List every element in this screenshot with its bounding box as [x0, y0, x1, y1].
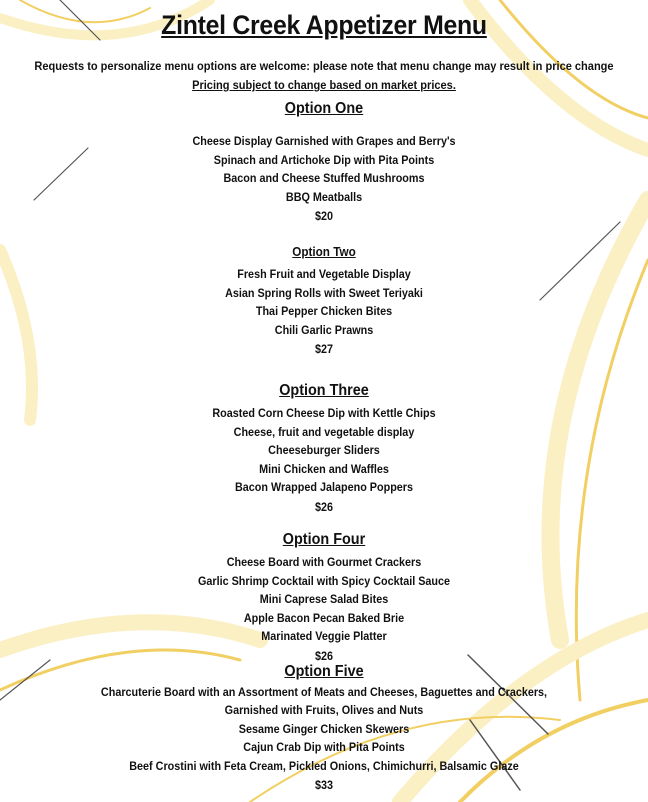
menu-item: Thai Pepper Chicken Bites	[255, 304, 393, 319]
menu-item: Sesame Ginger Chicken Skewers	[238, 721, 410, 736]
menu-item: Garlic Shrimp Cocktail with Spicy Cocktail Sauce	[197, 573, 451, 588]
menu-item: Mini Chicken and Waffles	[259, 461, 389, 476]
option-one-section	[0, 100, 648, 226]
option-heading: Option One	[284, 100, 364, 117]
option-price: $33	[314, 778, 334, 793]
menu-item: Garnished with Fruits, Olives and Nuts	[224, 703, 424, 718]
menu-item: Cheeseburger Sliders	[268, 443, 380, 458]
menu-item: Bacon Wrapped Jalapeno Poppers	[234, 480, 414, 495]
menu-item: Cajun Crab Dip with Pita Points	[243, 740, 405, 755]
option-two-section	[0, 244, 648, 359]
pricing-note: Pricing subject to change based on market prices.	[192, 78, 456, 92]
menu-item: Charcuterie Board with an Assortment of Meats and Cheeses, Baguettes and Crackers,	[100, 685, 548, 699]
option-five-section	[0, 663, 648, 795]
menu-item: Cheese Display Garnished with Grapes and Berry's	[192, 134, 456, 148]
menu-item: Apple Bacon Pecan Baked Brie	[243, 610, 405, 625]
option-price: $26	[314, 648, 334, 663]
option-price: $20	[314, 209, 334, 224]
menu-item: Roasted Corn Cheese Dip with Kettle Chips	[212, 406, 436, 420]
menu-title: Zintel Creek Appetizer Menu	[161, 10, 487, 40]
menu-item: Spinach and Artichoke Dip with Pita Points	[213, 152, 435, 167]
menu-item: Mini Caprese Salad Bites	[259, 592, 389, 607]
option-heading: Option Three	[279, 382, 369, 399]
option-heading: Option Four	[282, 531, 366, 548]
menu-item: Cheese, fruit and vegetable display	[233, 424, 415, 439]
menu-item: Fresh Fruit and Vegetable Display	[237, 267, 411, 281]
menu-item: Chili Garlic Prawns	[274, 322, 374, 337]
menu-item: Beef Crostini with Feta Cream, Pickled Onions, Chimichurri, Balsamic Glaze	[129, 758, 519, 773]
menu-item: Cheese Board with Gourmet Crackers	[226, 555, 422, 569]
personalize-note: Requests to personalize menu options are welcome: please note that menu change may result in price change	[34, 59, 614, 73]
menu-item: Asian Spring Rolls with Sweet Teriyaki	[225, 285, 423, 300]
option-price: $27	[314, 342, 334, 357]
option-four-section	[0, 531, 648, 666]
menu-item: BBQ Meatballs	[285, 189, 363, 204]
option-three-section	[0, 382, 648, 517]
option-heading: Option Five	[284, 663, 364, 680]
menu-item: Marinated Veggie Platter	[261, 629, 387, 644]
menu-item: Bacon and Cheese Stuffed Mushrooms	[223, 171, 425, 186]
option-price: $26	[314, 499, 334, 514]
option-heading: Option Two	[292, 244, 356, 259]
